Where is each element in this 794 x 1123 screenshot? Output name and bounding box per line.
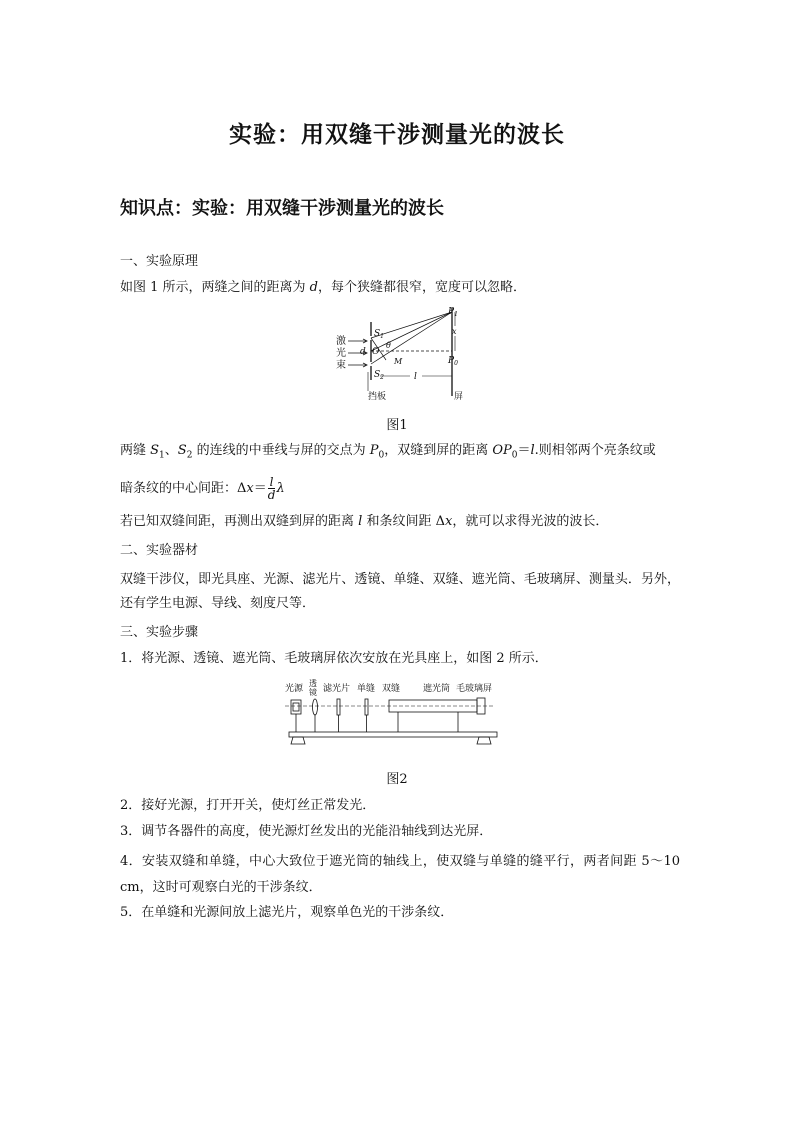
label-x: x	[452, 327, 457, 336]
label-screen: 毛玻璃屏	[456, 684, 493, 694]
optical-bench-rail	[289, 732, 497, 737]
formula-line: 暗条纹的中心间距：Δx＝ $\frac{l}{d}$ λ	[120, 475, 285, 502]
page-title: 实验：用双缝干涉测量光的波长	[229, 122, 565, 148]
figure-2-caption: 图2	[386, 772, 408, 787]
label-p0: $P_0$	[448, 356, 458, 367]
figure-2-labels	[285, 679, 492, 697]
label-light-source: 光源	[285, 684, 304, 694]
equipment-paragraph: 双缝干涉仪，即光具座、光源、滤光片、透镜、单缝、双缝、遮光筒、毛玻璃屏、测量头．另外，还有学生电源、导线、刻度尺等．	[120, 572, 680, 611]
label-l: l	[414, 372, 417, 382]
laser-beam-label	[336, 334, 346, 371]
label-baffle: 挡板	[368, 392, 387, 402]
label-screen: 屏	[454, 392, 464, 402]
figure-1-double-slit-diagram	[334, 306, 474, 402]
fraction-l-over-d: $\frac{l}{d}$	[267, 475, 276, 502]
figure-1-labels	[360, 307, 463, 402]
laser-label-char: 束	[336, 360, 346, 371]
label-lens-char: 镜	[309, 688, 317, 697]
laser-label-char: 光	[336, 348, 346, 359]
knowledge-point-heading: 知识点：实验：用双缝干涉测量光的波长	[120, 198, 444, 219]
figure-2-optical-bench-diagram	[283, 678, 513, 758]
step-1: 1．将光源、透镜、遮光筒、毛玻璃屏依次安放在光具座上，如图 2 所示．	[120, 651, 548, 666]
lens	[313, 699, 318, 715]
optical-components	[285, 698, 497, 744]
label-tube: 遮光筒	[423, 684, 451, 694]
label-theta: θ	[386, 341, 391, 350]
step-2: 2．接好光源，打开开关，使灯丝正常发光．	[120, 798, 376, 813]
intro-paragraph: 如图 1 所示，两缝之间的距离为 d，每个狭缝都很窄，宽度可以忽略．	[120, 280, 527, 295]
step-4: 4．安装双缝和单缝，中心大致位于遮光筒的轴线上，使双缝与单缝的缝平行，两者间距 5～10 cm，这时可观察白光的干涉条纹．	[120, 854, 680, 895]
label-lens-char: 透	[309, 679, 317, 688]
step-3: 3．调节各器件的高度，使光源灯丝发出的光能沿轴线到达光屏．	[120, 824, 493, 839]
single-slit	[365, 699, 368, 715]
label-o: O	[372, 347, 380, 357]
label-s2: $S_2$	[374, 370, 384, 381]
step-5: 5．在单缝和光源间放上滤光片，观察单色光的干涉条纹．	[120, 905, 454, 920]
section-heading-principle: 一、实验原理	[120, 254, 199, 269]
label-p1: $P_1$	[448, 307, 458, 318]
paragraph-fringe-spacing: 两缝 $S_1$、$S_2$ 的连线的中垂线与屏的交点为 $P_0$，双缝到屏的距离 $OP_0=l$.则相邻两个亮条纹或	[120, 443, 656, 461]
label-d: d	[360, 347, 366, 357]
figure-1-caption: 图1	[386, 418, 408, 433]
label-double-slit: 双缝	[382, 684, 401, 694]
label-single-slit: 单缝	[357, 684, 376, 694]
section-heading-equipment: 二、实验器材	[120, 543, 199, 558]
section-heading-steps: 三、实验步骤	[120, 625, 199, 640]
label-m: M	[394, 357, 403, 366]
light-source-box	[291, 700, 301, 714]
laser-label-char: 激	[336, 336, 346, 347]
label-filter: 滤光片	[323, 684, 351, 694]
filter	[337, 699, 340, 715]
label-s1: $S_1$	[374, 329, 384, 340]
paragraph-wavelength: 若已知双缝间距，再测出双缝到屏的距离 l 和条纹间距 Δx，就可以求得光波的波长．	[120, 514, 609, 529]
